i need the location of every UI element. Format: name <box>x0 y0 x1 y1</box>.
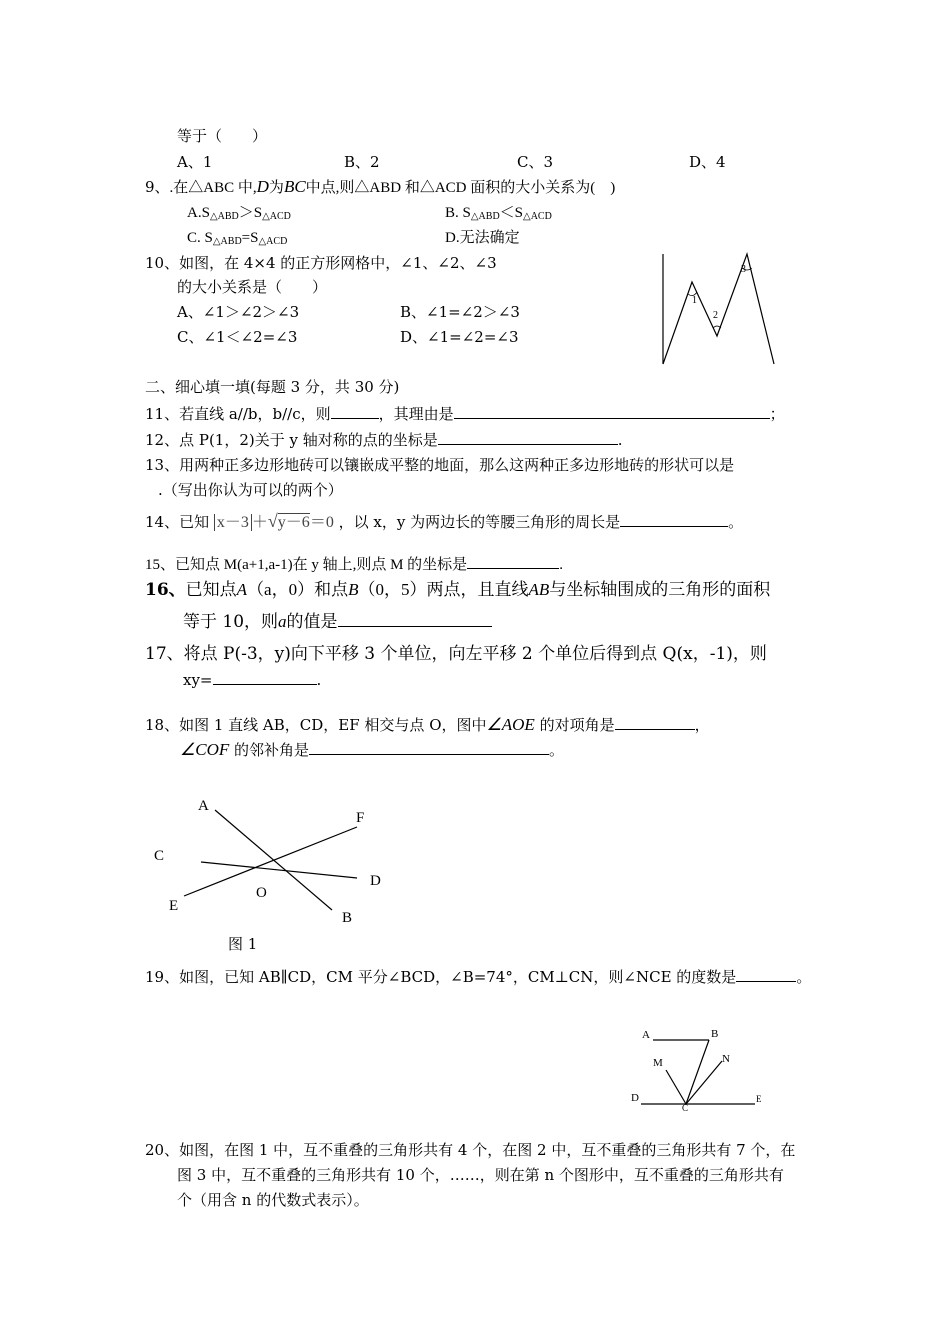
q9-option-a: $A.S_{\triangle ABD}>S_{\triangle ACD}$ <box>187 205 291 222</box>
q12: 12、点 P(1，2)关于 y 轴对称的点的坐标是 . <box>145 431 623 449</box>
q19-figure <box>625 1020 775 1115</box>
q8-tail: 等于（ ） <box>177 127 268 145</box>
q10-line2: 的大小关系是（ ） <box>177 278 328 296</box>
q16-line1: 16、已知点A（a，0）和点B（0，5）两点，且直线AB与坐标轴围成的三角形的面积 <box>145 580 771 600</box>
q18-line2: ∠COF 的邻补角是 。 <box>180 740 565 759</box>
q10-line1: 10、如图，在 4×4 的正方形网格中，∠1、∠2、∠3 <box>145 254 497 272</box>
q12-blank[interactable] <box>438 430 618 445</box>
q19-label-b: B <box>711 1028 719 1040</box>
q18-label-e: E <box>169 898 179 914</box>
q18-label-f: F <box>356 810 365 826</box>
q19-label-e: E <box>756 1094 762 1104</box>
q10-option-c: C、∠1＜∠2=∠3 <box>177 328 298 346</box>
q19-label-d: D <box>631 1092 639 1104</box>
q10-label-2: 2 <box>713 310 718 321</box>
q18-label-o: O <box>256 885 267 901</box>
section2-heading: 二、细心填一填(每题 3 分，共 30 分) <box>145 378 400 396</box>
q14: 14、已知 x－3 ＋√y－6＝0 ，以 x，y 为两边长的等腰三角形的周长是 。 <box>145 511 744 531</box>
q8-option-a: A、1 <box>177 153 213 171</box>
q18-line1: 18、如图 1 直线 AB，CD，EF 相交与点 O，图中∠AOE 的对项角是 ， <box>145 715 710 734</box>
q19-label-n: N <box>722 1053 730 1065</box>
q16-blank[interactable] <box>338 610 492 627</box>
q17-blank[interactable] <box>213 670 317 685</box>
q9-option-d: D.无法确定 <box>445 230 520 246</box>
q19: 19、如图，已知 AB∥CD，CM 平分∠BCD，∠B=74°，CM⊥CN，则∠NCE 的度数是 。 <box>145 968 812 986</box>
q19-label-m: M <box>653 1057 663 1069</box>
q9-question: 9、.在△ABC 中,D为BC中点,则△ABD 和△ACD 面积的大小关系为( ) <box>145 177 616 196</box>
q20-line1: 20、如图，在图 1 中，互不重叠的三角形共有 4 个，在图 2 中，互不重叠的三角形共有 7 个，在 <box>145 1141 796 1159</box>
q10-option-d: D、∠1=∠2=∠3 <box>400 328 519 346</box>
q20-line3: 个（用含 n 的代数式表示）。 <box>177 1191 369 1209</box>
q15-blank[interactable] <box>467 554 559 569</box>
q19-label-c: C <box>682 1103 689 1113</box>
q14-blank[interactable] <box>620 512 728 527</box>
q17-line1: 17、将点 P(-3，y)向下平移 3 个单位，向左平移 2 个单位后得到点 Q(x，-1)，则 <box>145 644 767 664</box>
q13-line1: 13、用两种正多边形地砖可以镶嵌成平整的地面，那么这两种正多边形地砖的形状可以是 <box>145 456 735 474</box>
q18-blank-1[interactable] <box>615 715 695 730</box>
q17-line2: xy= . <box>183 671 322 689</box>
q18-label-c: C <box>154 848 165 864</box>
q9-option-b: B. $S_{\triangle ABD}<S_{\triangle ACD}$ <box>445 205 552 222</box>
q18-label-a: A <box>198 798 209 814</box>
q18-label-d: D <box>370 873 381 889</box>
q9-option-c: C. $S_{\triangle ABD}=S_{\triangle ACD}$ <box>187 230 288 247</box>
q16-line2: 等于 10，则a的值是 <box>183 610 492 633</box>
q20-line2: 图 3 中，互不重叠的三角形共有 10 个，……，则在第 n 个图形中，互不重叠的三角形共有 <box>177 1166 784 1184</box>
q14-formula: x－3 ＋√y－6＝0 <box>214 511 334 533</box>
q8-option-c: C、3 <box>517 153 554 171</box>
q11: 11、若直线 a//b，b//c，则 ，其理由是 ； <box>145 405 785 423</box>
q18-blank-2[interactable] <box>309 740 549 755</box>
q10-option-b: B、∠1=∠2＞∠3 <box>400 303 520 321</box>
q11-blank-2[interactable] <box>454 404 770 419</box>
q10-label-1: 1 <box>692 295 697 306</box>
q10-figure <box>655 248 785 368</box>
q18-label-b: B <box>342 910 353 926</box>
q15: 15、已知点 M(a+1,a-1)在 y 轴上,则点 M 的坐标是 . <box>145 554 563 575</box>
q10-option-a: A、∠1＞∠2＞∠3 <box>177 303 300 321</box>
q8-option-b: B、2 <box>344 153 380 171</box>
q8-option-d: D、4 <box>689 153 726 171</box>
q18-figure <box>140 790 400 960</box>
q10-label-3: 3 <box>741 264 746 275</box>
q18-figure-caption: 图 1 <box>228 935 258 953</box>
q19-blank[interactable] <box>736 967 796 982</box>
q13-line2: .（写出你认为可以的两个） <box>158 481 343 499</box>
q19-label-a: A <box>642 1029 650 1041</box>
q11-blank-1[interactable] <box>331 404 379 419</box>
